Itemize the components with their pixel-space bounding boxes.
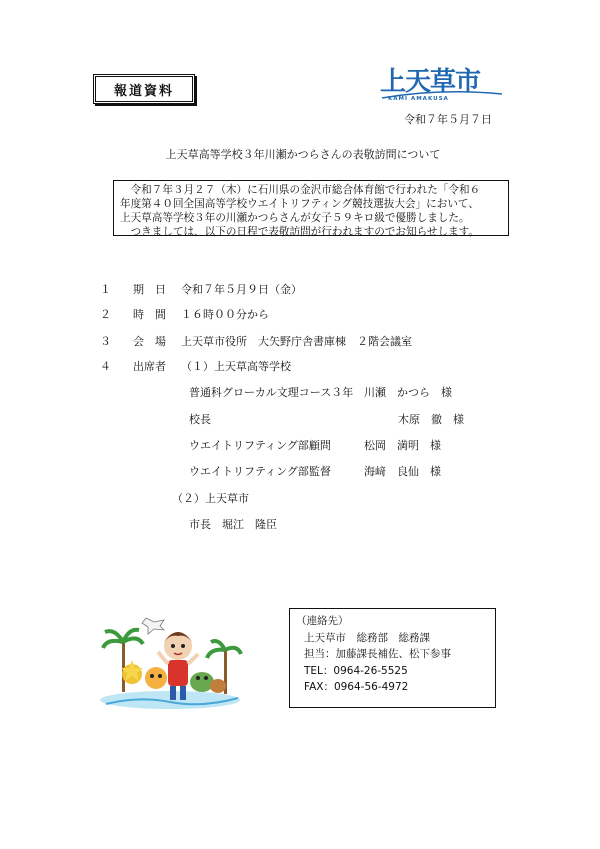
group-city-heading: （２）上天草市 bbox=[172, 492, 249, 505]
item-number: １ bbox=[100, 283, 111, 296]
item-time bbox=[100, 306, 269, 322]
attendee-row bbox=[189, 411, 464, 427]
attendee-name: 松岡 満明 様 bbox=[364, 439, 441, 452]
mascot-characters-icon bbox=[98, 612, 243, 712]
attendee-row bbox=[189, 384, 452, 400]
item-value: １６時００分から bbox=[181, 308, 269, 321]
item-value: 令和７年５月９日（金） bbox=[181, 283, 302, 296]
item-label: 期 日 bbox=[133, 283, 166, 296]
summary-box bbox=[113, 180, 509, 236]
item-label: 時 間 bbox=[133, 308, 166, 321]
logo-subtext: KAMI AMAKUSA bbox=[388, 96, 449, 102]
attendee-name: 木原 徹 様 bbox=[398, 413, 464, 426]
item-number: ３ bbox=[100, 335, 111, 348]
item-venue bbox=[100, 333, 412, 349]
item-label: 会 場 bbox=[133, 335, 166, 348]
summary-line: つきましては、以下の日程で表敬訪問が行われますのでお知らせします。 bbox=[120, 226, 480, 238]
contact-fax: FAX：0964-56-4972 bbox=[304, 681, 409, 693]
attendee-role: ウエイトリフティング部顧問 bbox=[189, 439, 331, 452]
attendee-row bbox=[189, 463, 441, 479]
summary-line: 年度第４０回全国高等学校ウエイトリフティング競技選抜大会」において、 bbox=[120, 198, 479, 210]
item-label: 出席者 bbox=[133, 360, 166, 373]
press-release-tag bbox=[93, 74, 195, 104]
summary-line: 上天草高等学校３年の川瀬かつらさんが女子５９キロ級で優勝しました。 bbox=[120, 212, 470, 224]
contact-department: 上天草市 総務部 総務課 bbox=[304, 631, 430, 644]
mascot-illustration bbox=[98, 612, 243, 712]
attendee-role: ウエイトリフティング部監督 bbox=[189, 465, 331, 478]
release-date: 令和７年５月７日 bbox=[404, 113, 492, 126]
city-logo bbox=[380, 68, 505, 106]
logo-text: 上天草市 bbox=[380, 67, 481, 97]
item-value: 上天草市役所 大矢野庁舎書庫棟 ２階会議室 bbox=[181, 335, 412, 348]
contact-person: 担当：加藤課長補佐、松下参事 bbox=[304, 648, 451, 660]
item-attendees bbox=[100, 358, 291, 374]
contact-heading: （連絡先） bbox=[296, 615, 349, 627]
contact-box bbox=[289, 608, 496, 708]
summary-line: 令和７年３月２７（木）に石川県の金沢市総合体育館で行われた「令和６ bbox=[120, 184, 481, 196]
press-release-tag-label: 報道資料 bbox=[113, 83, 174, 99]
attendee-row bbox=[189, 437, 441, 453]
attendee-name: 川瀬 かつら 様 bbox=[364, 386, 452, 399]
attendee-role: 校長 bbox=[189, 413, 211, 426]
item-number: ２ bbox=[100, 308, 111, 321]
city-attendee: 市長 堀江 隆臣 bbox=[189, 518, 277, 531]
attendee-name: 海﨑 良仙 様 bbox=[364, 465, 441, 478]
item-value: （１）上天草高等学校 bbox=[181, 360, 291, 373]
document-title: 上天草高等学校３年川瀬かつらさんの表敬訪問について bbox=[165, 148, 441, 161]
contact-tel: TEL：0964-26-5525 bbox=[304, 664, 408, 677]
item-number: ４ bbox=[100, 360, 111, 373]
item-date bbox=[100, 281, 302, 297]
attendee-role: 普通科グローカル文理コース３年 bbox=[189, 386, 354, 399]
